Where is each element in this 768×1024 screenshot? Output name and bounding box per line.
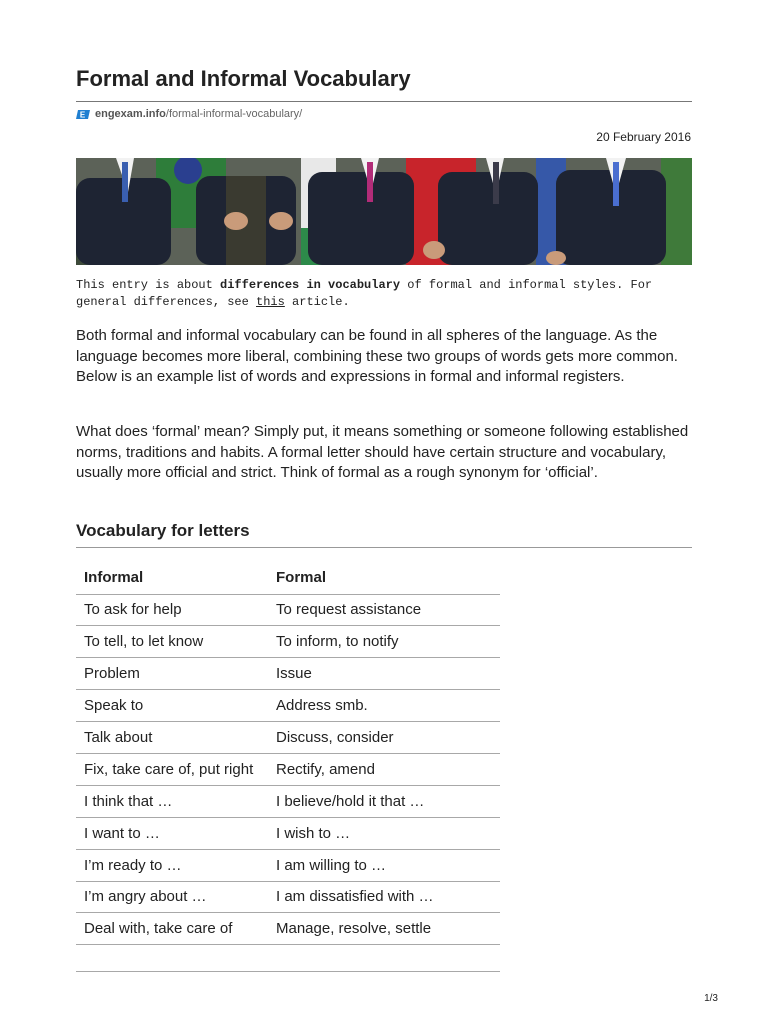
source-domain[interactable]: engexam.info bbox=[95, 108, 166, 120]
cell-informal: I think that … bbox=[76, 785, 268, 817]
banner-image bbox=[76, 158, 692, 265]
table-row bbox=[76, 626, 500, 658]
cell-formal: To request assistance bbox=[268, 594, 500, 626]
table-row bbox=[76, 722, 500, 754]
table-row bbox=[76, 913, 500, 945]
publish-date: 20 February 2016 bbox=[596, 130, 691, 144]
cell-informal: Problem bbox=[76, 658, 268, 690]
cell-informal: I’m ready to … bbox=[76, 849, 268, 881]
cell-formal: Issue bbox=[268, 658, 500, 690]
header-informal: Informal bbox=[76, 562, 268, 594]
cell-formal: Discuss, consider bbox=[268, 722, 500, 754]
table-row bbox=[76, 881, 500, 913]
table-row bbox=[76, 849, 500, 881]
engexam-logo-icon bbox=[76, 110, 90, 119]
intro-note bbox=[76, 277, 696, 311]
cell-informal: Deal with, take care of bbox=[76, 913, 268, 945]
intro-link[interactable]: this bbox=[256, 295, 285, 309]
section-heading: Vocabulary for letters bbox=[76, 521, 250, 540]
table-row bbox=[76, 785, 500, 817]
vocabulary-table bbox=[76, 562, 500, 972]
cell-informal: Fix, take care of, put right bbox=[76, 753, 268, 785]
cell-formal: I am dissatisfied with … bbox=[268, 881, 500, 913]
intro-bold: differences in vocabulary bbox=[220, 278, 401, 292]
intro-text-1: This entry is about bbox=[76, 278, 221, 292]
table-row bbox=[76, 658, 500, 690]
page-title: Formal and Informal Vocabulary bbox=[76, 66, 411, 91]
paragraph-1: Both formal and informal vocabulary can be found in all spheres of the language. As the language becomes more liberal, combining these two groups of words gets more common. Below is an example list of words and expressions in formal and informal registers. bbox=[76, 327, 678, 385]
cell-informal: To tell, to let know bbox=[76, 626, 268, 658]
section-divider bbox=[76, 547, 692, 548]
source-link[interactable] bbox=[76, 108, 302, 120]
source-path[interactable]: /formal-informal-vocabulary/ bbox=[165, 108, 303, 120]
title-divider bbox=[76, 101, 692, 102]
table-row-empty bbox=[76, 945, 500, 972]
cell-formal: I believe/hold it that … bbox=[268, 785, 500, 817]
cell-formal: To inform, to notify bbox=[268, 626, 500, 658]
intro-text-2: of formal and informal styles. For general differences, see bbox=[76, 278, 653, 309]
cell-formal: Address smb. bbox=[268, 690, 500, 722]
table-row bbox=[76, 690, 500, 722]
cell-formal: Manage, resolve, settle bbox=[268, 913, 500, 945]
page-number: 1/3 bbox=[704, 993, 718, 1004]
cell-formal: Rectify, amend bbox=[268, 753, 500, 785]
cell-informal: I want to … bbox=[76, 817, 268, 849]
cell-informal: Speak to bbox=[76, 690, 268, 722]
cell-formal: I am willing to … bbox=[268, 849, 500, 881]
table-row bbox=[76, 817, 500, 849]
table-header-row bbox=[76, 562, 500, 594]
table-row bbox=[76, 594, 500, 626]
paragraph-2: What does ‘formal’ mean? Simply put, it means something or someone following established norms, traditions and habits. A formal letter should have certain structure and vocabulary, usually more official and strict. Think of formal as a rough synonym for ‘official’. bbox=[76, 423, 689, 481]
cell-informal: Talk about bbox=[76, 722, 268, 754]
intro-text-3: article. bbox=[284, 295, 350, 309]
cell-informal: I’m angry about … bbox=[76, 881, 268, 913]
header-formal: Formal bbox=[268, 562, 500, 594]
cell-informal: To ask for help bbox=[76, 594, 268, 626]
table-row bbox=[76, 753, 500, 785]
cell-formal: I wish to … bbox=[268, 817, 500, 849]
svg-text:E: E bbox=[79, 110, 86, 119]
